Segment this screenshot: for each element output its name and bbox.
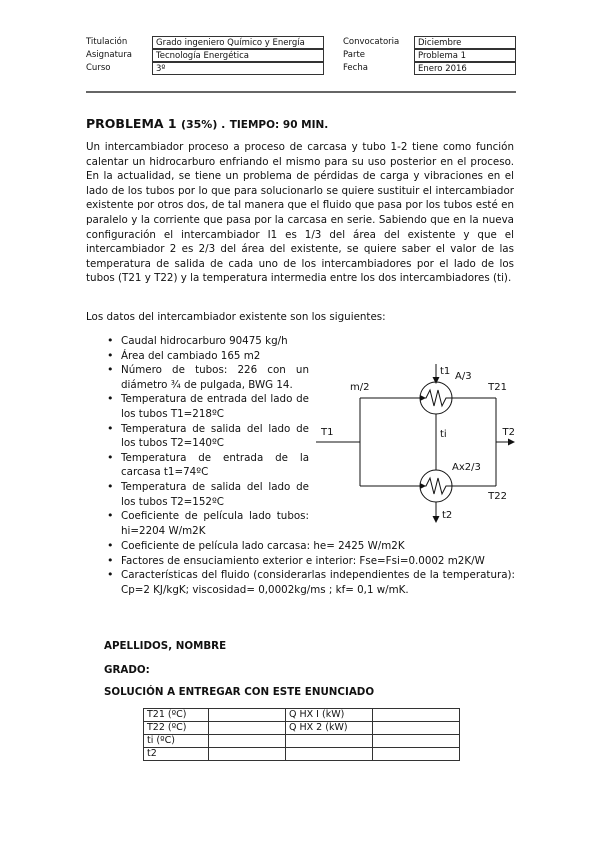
result-label: Q HX 2 (kW) [286, 722, 373, 735]
label-t22: T22 [488, 491, 507, 502]
name-field-label: APELLIDOS, NOMBRE [104, 640, 227, 652]
header-divider [86, 91, 516, 93]
header-value: Tecnología Energética [152, 49, 324, 62]
list-item: • Factores de ensuciamiento exterior e interior: Fse=Fsi=0.0002 m2K/W [104, 554, 515, 569]
label-T2: T2 [502, 427, 515, 438]
list-item: • Temperatura de salida del lado de los tubos T2=152ºC [104, 480, 309, 509]
list-item: • Temperatura de entrada de la carcasa t1=74ºC [104, 451, 309, 480]
table-row [144, 735, 460, 748]
problem-number: PROBLEMA 1 [86, 116, 177, 131]
list-item: • Coeficiente de película lado tubos: hi=2204 W/m2K [104, 509, 309, 538]
result-label: Q HX I (kW) [286, 709, 373, 722]
label-ti: ti [440, 429, 447, 440]
result-answer-cell[interactable] [373, 709, 460, 722]
label-t2: t2 [442, 510, 453, 521]
problem-title [86, 116, 328, 131]
header-value: Enero 2016 [414, 62, 516, 75]
problem-percent: (35%) . [180, 118, 226, 131]
result-answer-cell[interactable] [373, 748, 460, 761]
label-ax23: Ax2/3 [452, 462, 481, 473]
bottom-flow-arrow-icon [420, 483, 426, 489]
label-t21: T21 [488, 382, 507, 393]
result-answer-cell[interactable] [209, 722, 286, 735]
data-list [104, 334, 309, 538]
table-row [144, 748, 460, 761]
table-row [144, 709, 460, 722]
result-answer-cell[interactable] [209, 709, 286, 722]
header-label: Asignatura [86, 50, 133, 60]
result-answer-cell[interactable] [209, 748, 286, 761]
result-answer-cell[interactable] [373, 722, 460, 735]
header-value: 3º [152, 62, 324, 75]
label-m2: m/2 [350, 382, 370, 393]
result-label: T22 (ºC) [144, 722, 209, 735]
data-list-wide [104, 539, 515, 597]
result-label [286, 735, 373, 748]
top-flow-arrow-icon [420, 395, 426, 401]
table-row [144, 722, 460, 735]
solution-heading: SOLUCIÓN A ENTREGAR CON ESTE ENUNCIADO [104, 686, 375, 698]
degree-field-label: GRADO: [104, 664, 150, 676]
list-item: • Área del cambiado 165 m2 [104, 349, 309, 364]
header-value: Problema 1 [414, 49, 516, 62]
result-label [286, 748, 373, 761]
header-label: Convocatoria [343, 37, 400, 47]
result-label: t2 [144, 748, 209, 761]
shell-in-arrow-icon [433, 377, 440, 384]
header-label: Curso [86, 63, 111, 73]
header-label: Titulación [86, 37, 128, 47]
list-item: • Temperatura de entrada del lado de los tubos T1=218ºC [104, 392, 309, 421]
header-label: Fecha [343, 63, 368, 73]
data-intro: Los datos del intercambiador existente son los siguientes: [86, 311, 386, 323]
result-answer-cell[interactable] [373, 735, 460, 748]
header-label: Parte [343, 50, 366, 60]
problem-time: TIEMPO: 90 MIN. [229, 119, 329, 131]
heat-exchanger-diagram [316, 334, 516, 534]
outlet-arrow-icon [508, 439, 515, 446]
header-value: Diciembre [414, 36, 516, 49]
list-item: • Coeficiente de película lado carcasa: he= 2425 W/m2K [104, 539, 515, 554]
result-label: T21 (ºC) [144, 709, 209, 722]
shell-out-arrow-icon [433, 516, 440, 523]
result-answer-cell[interactable] [209, 735, 286, 748]
list-item: • Temperatura de salida del lado de los tubos T2=140ºC [104, 422, 309, 451]
results-table [143, 708, 460, 761]
result-label: ti (ºC) [144, 735, 209, 748]
problem-statement: Un intercambiador proceso a proceso de carcasa y tubo 1-2 tiene como función calentar un hidrocarburo enfriando el mismo para su uso posterior en el proceso. En la actualidad, se tiene un problema de pérdidas de carga y vibraciones en el lado de los tubos por lo que para solucionarlo se quiere sustituir el intercambiador existente por otros dos, de tal manera que el fluido que pasa por los tubos esté en paralelo y la corriente que pasa por la carcasa en serie. Sabiendo que en la nueva configuración el intercambiador I1 es 1/3 del área del existente y que el intercambiador 2 es 2/3 del área del existente, se quiere saber el valor de las temperatura de salida de cada uno de los intercambiadores por el lado de los tubos (T21 y T22) y la temperatura intermedia entre los dos intercambiadores (ti). [86, 141, 514, 285]
label-t1: t1 [440, 366, 451, 377]
list-item: • Características del fluido (considerarlas independientes de la temperatura): Cp=2 KJ/kgK; viscosidad= 0,0002kg/ms ; kf= 0,1 w/mK. [104, 568, 515, 597]
list-item: • Número de tubos: 226 con un diámetro ¾ de pulgada, BWG 14. [104, 363, 309, 392]
list-item: • Caudal hidrocarburo 90475 kg/h [104, 334, 309, 349]
label-a3: A/3 [455, 371, 472, 382]
label-T1: T1 [321, 427, 334, 438]
header-value: Grado ingeniero Químico y Energía [152, 36, 324, 49]
